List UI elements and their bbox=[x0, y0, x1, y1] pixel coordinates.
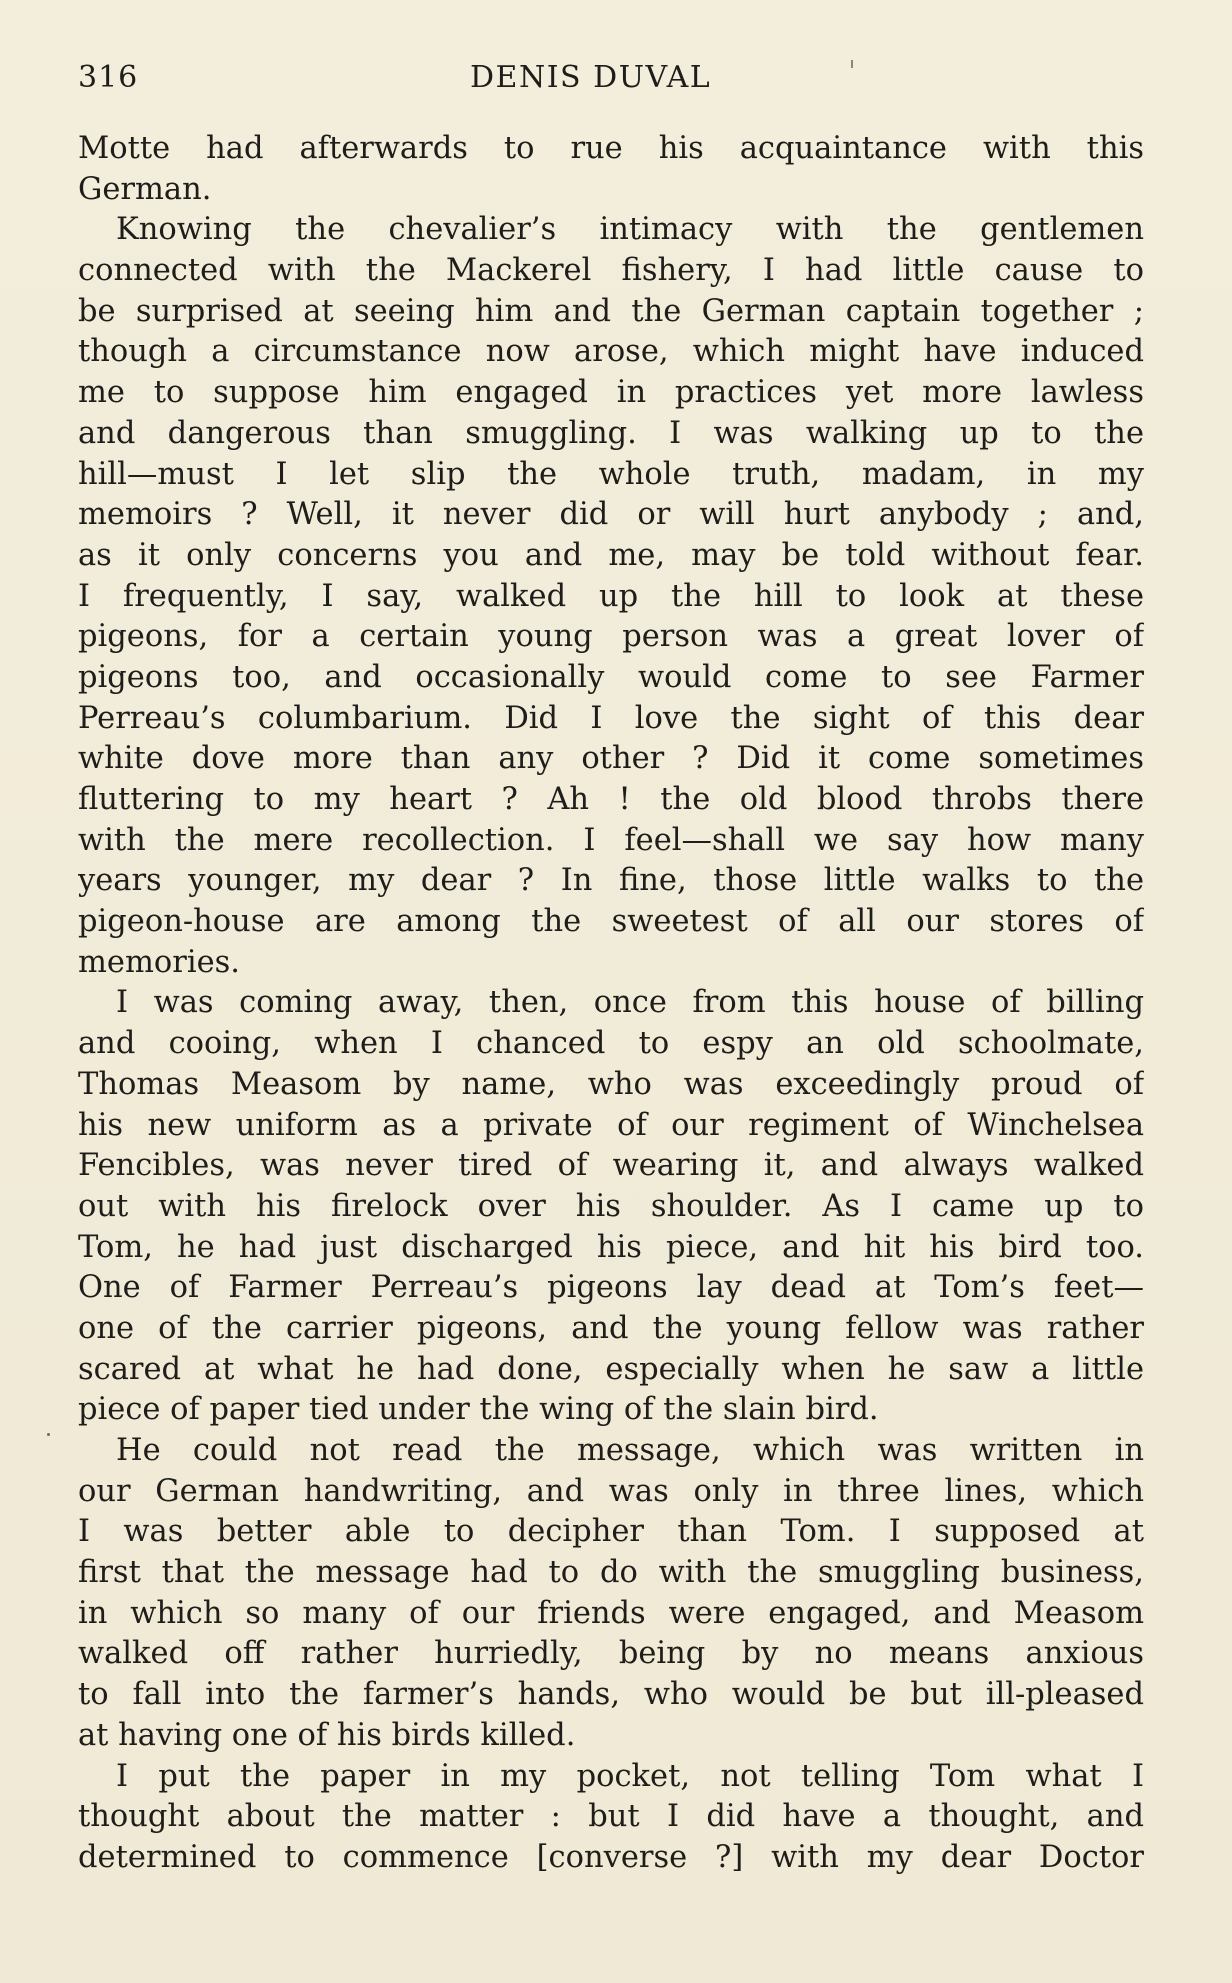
text-line: thought about the matter : but I did have a thought, and bbox=[78, 1799, 1144, 1835]
text-line: One of Farmer Perreau’s pigeons lay dead at Tom’s feet— bbox=[78, 1270, 1144, 1306]
text-line: piece of paper tied under the wing of the slain bird. bbox=[78, 1392, 879, 1428]
body-text bbox=[78, 129, 1144, 1879]
text-line: I frequently, I say, walked up the hill to look at these bbox=[78, 578, 1144, 614]
text-line: at having one of his birds killed. bbox=[78, 1717, 576, 1753]
text-line: Perreau’s columbarium. Did I love the sight of this dear bbox=[78, 700, 1144, 736]
text-line: pigeons too, and occasionally would come to see Farmer bbox=[78, 659, 1144, 695]
text-line: white dove more than any other ? Did it come sometimes bbox=[78, 741, 1144, 777]
text-line: as it only concerns you and me, may be told without fear. bbox=[78, 537, 1144, 573]
text-line: walked off rather hurriedly, being by no means anxious bbox=[78, 1636, 1144, 1672]
text-line: Tom, he had just discharged his piece, and hit his bird too. bbox=[78, 1229, 1144, 1265]
text-line: scared at what he had done, especially when he saw a little bbox=[78, 1351, 1144, 1387]
text-line: memories. bbox=[78, 944, 240, 980]
text-line: in which so many of our friends were engaged, and Measom bbox=[78, 1595, 1144, 1631]
text-line: and dangerous than smuggling. I was walking up to the bbox=[78, 415, 1144, 451]
text-line: years younger, my dear ? In fine, those little walks to the bbox=[78, 863, 1144, 899]
text-line: memoirs ? Well, it never did or will hurt anybody ; and, bbox=[78, 497, 1144, 533]
print-speck bbox=[47, 1433, 50, 1436]
text-line: first that the message had to do with the smuggling business, bbox=[78, 1555, 1144, 1591]
text-line: determined to commence [converse ?] with my dear Doctor bbox=[78, 1839, 1144, 1875]
text-line: hill—must I let slip the whole truth, madam, in my bbox=[78, 456, 1144, 492]
text-line: with the mere recollection. I feel—shall we say how many bbox=[78, 822, 1144, 858]
page-number: 316 bbox=[78, 60, 139, 95]
text-line: one of the carrier pigeons, and the young fellow was rather bbox=[78, 1310, 1144, 1346]
text-line: though a circumstance now arose, which might have induced bbox=[78, 334, 1144, 370]
text-line: He could not read the message, which was written in bbox=[116, 1433, 1144, 1468]
text-line: Thomas Measom by name, who was exceedingly proud of bbox=[78, 1066, 1144, 1102]
text-line: to fall into the farmer’s hands, who would be but ill-pleased bbox=[78, 1677, 1144, 1713]
text-line: Fencibles, was never tired of wearing it, and always walked bbox=[78, 1148, 1144, 1184]
text-line: I was better able to decipher than Tom. I supposed at bbox=[78, 1514, 1144, 1550]
running-title: DENIS DUVAL bbox=[470, 60, 712, 95]
text-line: out with his firelock over his shoulder. As I came up to bbox=[78, 1188, 1144, 1224]
text-line: our German handwriting, and was only in three lines, which bbox=[78, 1473, 1144, 1509]
text-line: his new uniform as a private of our regiment of Winchelsea bbox=[78, 1107, 1144, 1143]
text-line: connected with the Mackerel fishery, I had little cause to bbox=[78, 253, 1144, 289]
text-line: pigeon-house are among the sweetest of all our stores of bbox=[78, 904, 1144, 940]
page-header bbox=[78, 58, 1144, 98]
text-line: fluttering to my heart ? Ah ! the old blood throbs there bbox=[78, 782, 1144, 817]
text-line: Motte had afterwards to rue his acquaintance with this bbox=[78, 131, 1144, 166]
text-line: and cooing, when I chanced to espy an old schoolmate, bbox=[78, 1026, 1144, 1062]
text-line: I was coming away, then, once from this house of billing bbox=[116, 985, 1144, 1021]
print-mark bbox=[851, 60, 853, 68]
text-line: be surprised at seeing him and the German captain together ; bbox=[78, 293, 1144, 329]
text-line: pigeons, for a certain young person was a great lover of bbox=[78, 619, 1144, 655]
text-line: me to suppose him engaged in practices yet more lawless bbox=[78, 375, 1144, 411]
text-line: German. bbox=[78, 171, 212, 207]
text-line: I put the paper in my pocket, not telling Tom what I bbox=[116, 1758, 1144, 1794]
text-line: Knowing the chevalier’s intimacy with the gentlemen bbox=[116, 212, 1144, 248]
